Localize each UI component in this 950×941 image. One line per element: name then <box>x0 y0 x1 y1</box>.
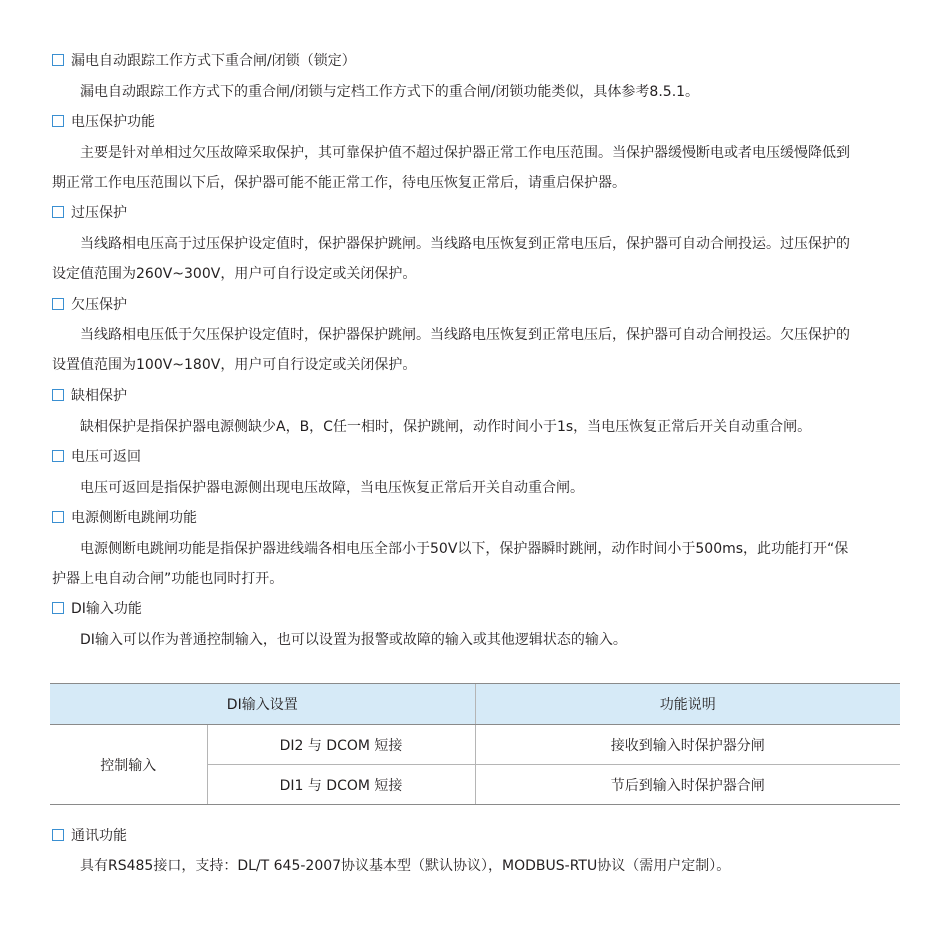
section-text: 漏电自动跟踪工作方式下的重合闸/闭锁与定档工作方式下的重合闸/闭锁功能类似，具体参考8.5.1。 <box>80 84 700 100</box>
checkbox-square-icon <box>52 511 64 523</box>
section-heading: 电压可返回 <box>52 447 141 467</box>
section-text: DI输入可以作为普通控制输入，也可以设置为报警或故障的输入或其他逻辑状态的输入。 <box>80 632 627 648</box>
di-settings-table <box>50 683 900 805</box>
section-text: 电压可返回是指保护器电源侧出现电压故障，当电压恢复正常后开关自动重合闸。 <box>80 480 584 496</box>
section-text: 护器上电自动合闸”功能也同时打开。 <box>52 571 284 587</box>
section-text: 缺相保护是指保护器电源侧缺少A，B，C任一相时，保护跳闸，动作时间小于1s，当电压恢复正常后开关自动重合闸。 <box>80 419 812 435</box>
checkbox-square-icon <box>52 115 64 127</box>
section-heading: 漏电自动跟踪工作方式下重合闸/闭锁（锁定） <box>52 51 356 71</box>
section-heading: 电压保护功能 <box>52 112 155 132</box>
checkbox-square-icon <box>52 298 64 310</box>
table-cell: DI1 与 DCOM 短接 <box>207 765 475 805</box>
section-heading: 过压保护 <box>52 203 127 223</box>
section-text: 当线路相电压高于过压保护设定值时，保护器保护跳闸。当线路电压恢复到正常电压后，保护器可自动合闸投运。过压保护的 <box>80 236 850 252</box>
section-heading: 电源侧断电跳闸功能 <box>52 508 197 528</box>
section-heading: 通讯功能 <box>52 826 127 846</box>
section-text: 电源侧断电跳闸功能是指保护器进线端各相电压全部小于50V以下，保护器瞬时跳闸，动作时间小于500ms，此功能打开“保 <box>80 541 849 557</box>
table-cell: 接收到输入时保护器分闸 <box>475 725 900 765</box>
table-cell: 节后到输入时保护器合闸 <box>475 765 900 805</box>
table-cell: DI2 与 DCOM 短接 <box>207 725 475 765</box>
checkbox-square-icon <box>52 389 64 401</box>
table-header-cell: 功能说明 <box>475 684 900 725</box>
section-text: 具有RS485接口，支持：DL/T 645-2007协议基本型（默认协议），MODBUS-RTU协议（需用户定制）。 <box>80 858 731 874</box>
section-heading: 缺相保护 <box>52 386 127 406</box>
checkbox-square-icon <box>52 206 64 218</box>
checkbox-square-icon <box>52 829 64 841</box>
section-heading: 欠压保护 <box>52 295 127 315</box>
table-row <box>50 725 900 765</box>
checkbox-square-icon <box>52 54 64 66</box>
section-text: 当线路相电压低于欠压保护设定值时，保护器保护跳闸。当线路电压恢复到正常电压后，保护器可自动合闸投运。欠压保护的 <box>80 327 850 343</box>
table-header-row <box>50 684 900 725</box>
section-text: 设定值范围为260V~300V，用户可自行设定或关闭保护。 <box>52 266 417 282</box>
section-text: 期正常工作电压范围以下后，保护器可能不能正常工作，待电压恢复正常后，请重启保护器。 <box>52 175 626 191</box>
table-group-cell: 控制输入 <box>50 725 207 805</box>
checkbox-square-icon <box>52 450 64 462</box>
checkbox-square-icon <box>52 602 64 614</box>
section-text: 主要是针对单相过欠压故障采取保护，其可靠保护值不超过保护器正常工作电压范围。当保护器缓慢断电或者电压缓慢降低到 <box>80 145 850 161</box>
section-heading: DI输入功能 <box>52 599 142 619</box>
section-text: 设置值范围为100V~180V，用户可自行设定或关闭保护。 <box>52 357 417 373</box>
table-header-cell: DI输入设置 <box>50 684 475 725</box>
